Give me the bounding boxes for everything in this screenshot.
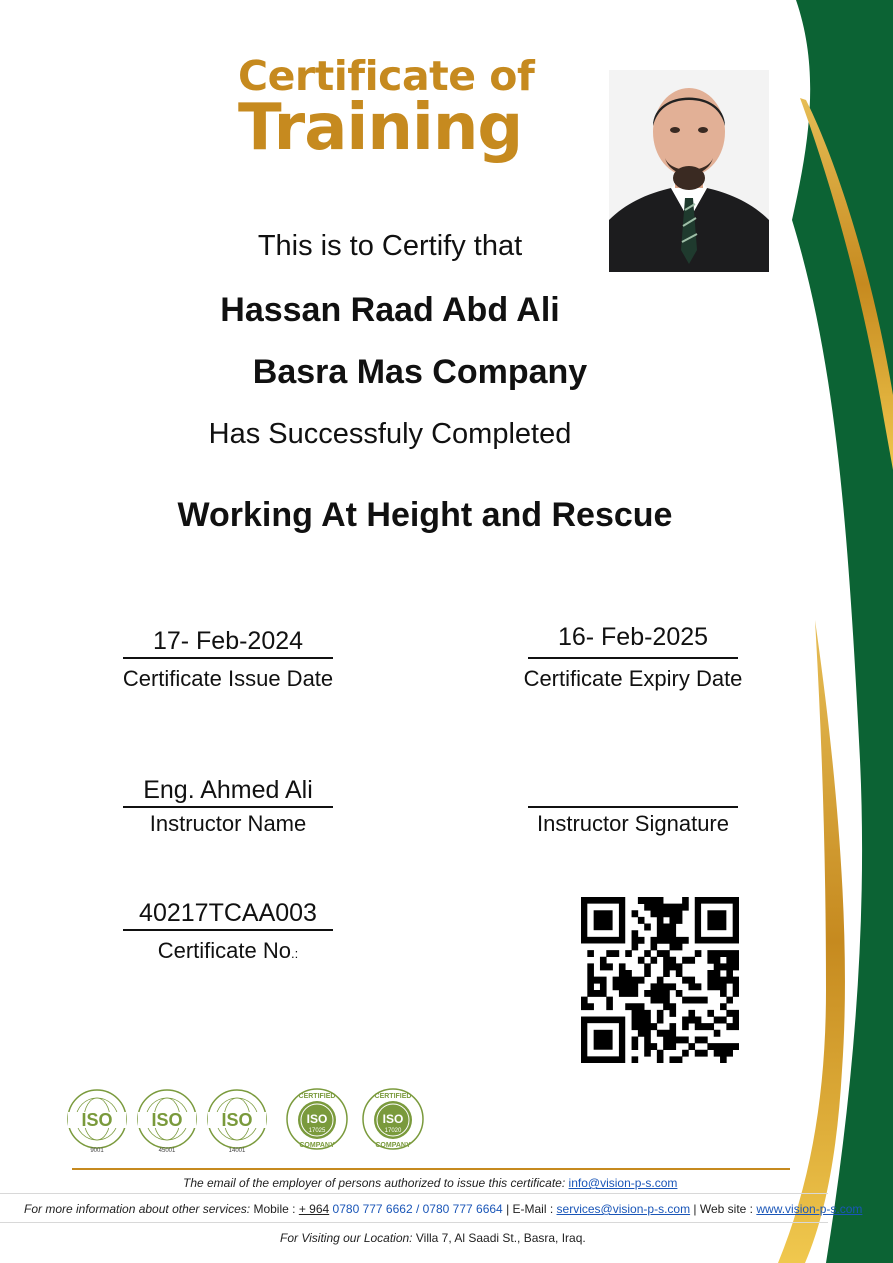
certificate-number-label xyxy=(112,937,344,968)
completed-statement: Has Successfuly Completed xyxy=(208,418,572,450)
footer-location-line xyxy=(280,1231,586,1245)
issue-date-value: 17- Feb-2024 xyxy=(152,627,304,655)
certificate-number-underline xyxy=(123,929,333,931)
issue-date-label: Certificate Issue Date xyxy=(122,666,334,691)
certificate-number-label-suffix: .: xyxy=(291,946,299,961)
iso-badge-code: 9001 xyxy=(90,1148,104,1154)
iso-badge-label: ISO xyxy=(151,1110,183,1130)
iso-badge-label: ISO xyxy=(382,1112,404,1126)
iso-badge-code: 17025 xyxy=(308,1128,326,1134)
expiry-date-underline xyxy=(528,657,738,659)
iso-badge-top-text: CERTIFIED xyxy=(298,1093,336,1100)
instructor-name-field xyxy=(112,774,344,838)
footer-website-label: | Web site : xyxy=(693,1202,754,1216)
trainee-name: Hassan Raad Abd Ali xyxy=(220,291,560,329)
iso-badge-17025 xyxy=(284,1086,350,1156)
iso-badge-row xyxy=(64,1086,426,1158)
certify-statement: This is to Certify that xyxy=(257,230,523,262)
footer-contact-intro: For more information about other services: xyxy=(24,1202,251,1216)
certificate-number-field xyxy=(112,897,344,968)
gold-swoosh-lower xyxy=(778,620,845,1263)
instructor-signature-underline xyxy=(528,806,738,808)
footer-authorized-email-link[interactable]: info@vision-p-s.com xyxy=(568,1176,678,1190)
footer-separator-2 xyxy=(0,1222,828,1223)
instructor-signature-label: Instructor Signature xyxy=(537,811,729,836)
expiry-date-field xyxy=(515,621,751,693)
instructor-signature-field xyxy=(515,774,751,838)
iso-badge-top-text: CERTIFIED xyxy=(374,1093,412,1100)
iso-badge-bottom-text: COMPANY xyxy=(375,1142,411,1149)
iso-badge-code: 14001 xyxy=(228,1148,246,1154)
footer-contact-line xyxy=(24,1202,862,1216)
title-line-1: Certificate of xyxy=(238,52,535,100)
iso-badge-label: ISO xyxy=(221,1110,253,1130)
footer-authorized-email-text: The email of the employer of persons authorized to issue this certificate: xyxy=(183,1176,566,1190)
footer-phone-numbers[interactable]: 0780 777 6662 / 0780 777 6664 xyxy=(332,1202,503,1216)
instructor-name-value: Eng. Ahmed Ali xyxy=(143,776,313,804)
green-swoosh xyxy=(792,0,893,1263)
issue-date-underline xyxy=(123,657,333,659)
iso-badge-code: 45001 xyxy=(158,1148,176,1154)
certificate-number-label-text: Certificate No xyxy=(157,938,292,963)
iso-badge-45001 xyxy=(134,1086,200,1156)
trainee-photo xyxy=(609,70,769,272)
iso-badge-bottom-text: COMPANY xyxy=(299,1142,335,1149)
footer-location-address: Villa 7, Al Saadi St., Basra, Iraq. xyxy=(415,1231,586,1245)
footer-separator-1 xyxy=(0,1193,828,1194)
certificate-number-value: 40217TCAA003 xyxy=(139,899,317,927)
iso-badge-code: 17020 xyxy=(384,1128,402,1134)
footer-email-label: | E-Mail : xyxy=(506,1202,554,1216)
iso-badge-17020 xyxy=(360,1086,426,1156)
footer-mobile-label: Mobile : xyxy=(253,1202,296,1216)
footer-location-intro: For Visiting our Location: xyxy=(280,1231,413,1245)
instructor-signature-value xyxy=(515,774,751,806)
qr-code[interactable] xyxy=(581,897,739,1063)
expiry-date-value: 16- Feb-2025 xyxy=(557,623,709,651)
iso-badge-9001 xyxy=(64,1086,130,1156)
expiry-date-label: Certificate Expiry Date xyxy=(523,666,743,691)
course-title: Working At Height and Rescue xyxy=(177,496,673,534)
footer-services-email-link[interactable]: services@vision-p-s.com xyxy=(556,1202,691,1216)
certificate-title xyxy=(238,52,535,165)
footer-authorized-email-line xyxy=(183,1176,677,1190)
iso-badge-label: ISO xyxy=(306,1112,328,1126)
instructor-name-underline xyxy=(123,806,333,808)
footer-country-code: + 964 xyxy=(298,1202,330,1216)
footer-divider xyxy=(72,1168,790,1170)
issue-date-field xyxy=(112,625,344,693)
footer-website-link[interactable]: www.vision-p-s.com xyxy=(756,1202,863,1216)
iso-badge-14001 xyxy=(204,1086,270,1156)
instructor-name-label: Instructor Name xyxy=(149,811,307,836)
company-name: Basra Mas Company xyxy=(252,353,588,391)
iso-badge-label: ISO xyxy=(81,1110,113,1130)
title-line-2: Training xyxy=(238,91,523,165)
